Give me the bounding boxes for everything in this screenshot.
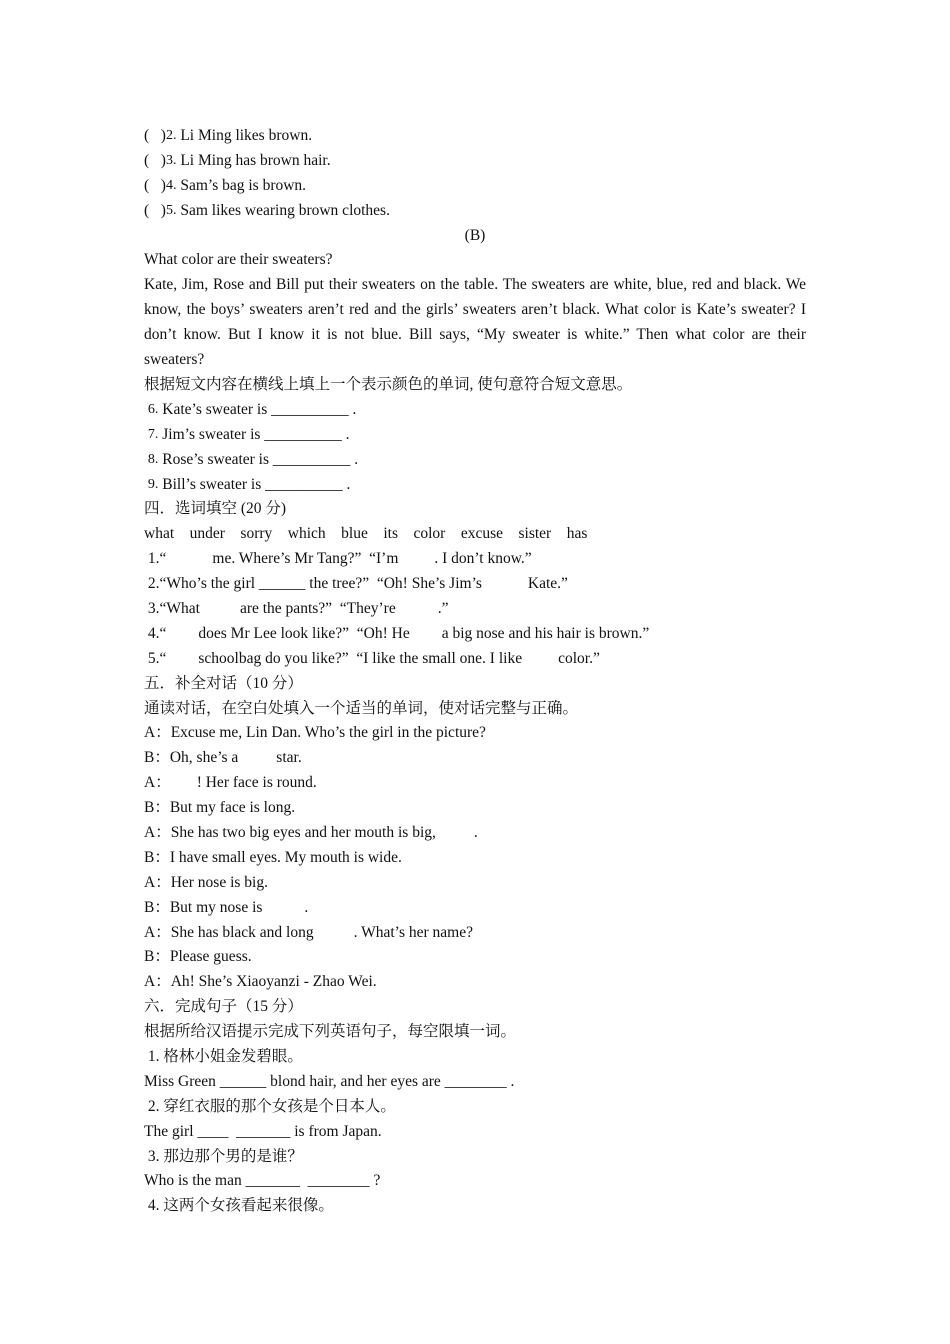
section-instruction: 通读对话，在空白处填入一个适当的单词，使对话完整与正确。 (144, 699, 579, 717)
answer-paren: ( ) (144, 201, 166, 219)
item-text: Kate’s sweater is __________ . (162, 400, 357, 418)
item-text: color.” (558, 649, 600, 667)
item-number: 7. (147, 426, 159, 442)
cloze-item (144, 572, 806, 597)
judge-item (144, 124, 806, 149)
item-text: does Mr Lee look like?” “Oh! He (198, 624, 410, 642)
dialogue-text: ! Her face is round. (196, 774, 317, 792)
prompt-text: 4. 这两个女孩看起来很像。 (147, 1197, 334, 1215)
dialogue-text: A：Excuse me, Lin Dan. Who’s the girl in the picture? (144, 724, 486, 742)
fill-item (144, 398, 806, 423)
item-number: 5. (165, 202, 177, 218)
cloze-item (144, 622, 806, 647)
prompt-text: 3. 那边那个男的是谁？ (147, 1147, 303, 1165)
item-text: schoolbag do you like?” “I like the small one. I like (198, 649, 523, 667)
dialogue-line (144, 771, 806, 796)
dialogue-text: B：I have small eyes. My mouth is wide. (144, 848, 402, 866)
word-bank: what under sorry which blue its color excuse sister has (144, 525, 588, 543)
english-sentence: Miss Green ______ blond hair, and her eyes are ________ . (144, 1072, 515, 1090)
dialogue-text: A： (144, 774, 171, 792)
prompt-text: 2. 穿红衣服的那个女孩是个日本人。 (147, 1097, 396, 1115)
item-text: Rose’s sweater is __________ . (162, 450, 359, 468)
answer-paren: ( ) (144, 176, 166, 194)
item-text: “ (159, 649, 167, 667)
item-number: 3. (165, 152, 177, 168)
chinese-prompt (144, 1045, 806, 1070)
answer-paren: ( ) (144, 151, 166, 169)
dialogue-line (144, 746, 806, 771)
dialogue-text: . (304, 898, 309, 916)
document-content (144, 124, 806, 1219)
section-label: (B) (464, 226, 486, 244)
passage-title: What color are their sweaters? (144, 251, 333, 269)
cloze-item (144, 597, 806, 622)
item-number: 5. (147, 649, 160, 667)
fill-item (144, 473, 806, 498)
dialogue-text: B：But my face is long. (144, 799, 296, 817)
item-text: “ (159, 624, 167, 642)
dialogue-text: A：She has black and long (144, 923, 314, 941)
item-text: Kate.” (527, 575, 568, 593)
dialogue-text: B：But my nose is (144, 898, 263, 916)
item-text: Sam’s bag is brown. (180, 176, 307, 194)
dialogue-text: . What’s her name? (353, 923, 473, 941)
dialogue-text: B：Please guess. (144, 948, 252, 966)
section-heading: 五．补全对话（10 分） (144, 674, 303, 692)
section-instruction: 根据短文内容在横线上填上一个表示颜色的单词, 使句意符合短文意思。 (144, 375, 633, 393)
section-heading: 四．选词填空 (20 分) (144, 500, 287, 518)
dialogue-line (144, 821, 806, 846)
english-sentence: The girl ____ _______ is from Japan. (144, 1122, 382, 1140)
item-text: “What (159, 599, 200, 617)
section-heading: 六．完成句子（15 分） (144, 998, 303, 1016)
item-text: are the pants?” “They’re (239, 599, 396, 617)
fill-item (144, 448, 806, 473)
fill-item (144, 423, 806, 448)
item-number: 9. (147, 476, 159, 492)
dialogue-line (144, 721, 806, 746)
dialogue-text: B：Oh, she’s a (144, 749, 239, 767)
item-text: Li Ming has brown hair. (180, 151, 331, 169)
dialogue-text: . (473, 824, 478, 841)
prompt-text: 1. 格林小姐金发碧眼。 (147, 1048, 303, 1066)
cloze-item (144, 647, 806, 672)
dialogue-text: A：Ah! She’s Xiaoyanzi - Zhao Wei. (144, 973, 377, 991)
dialogue-line (144, 896, 806, 921)
item-text: a big nose and his hair is brown.” (441, 624, 650, 642)
dialogue-line (144, 846, 806, 871)
item-number: 1. (147, 550, 160, 568)
judge-item (144, 199, 806, 224)
item-text: me. Where’s Mr Tang?” “I’m (212, 550, 399, 568)
item-number: 6. (147, 401, 159, 417)
dialogue-line (144, 970, 806, 995)
dialogue-line (144, 921, 806, 946)
cloze-item (144, 547, 806, 572)
section-instruction: 根据所给汉语提示完成下列英语句子，每空限填一词。 (144, 1023, 517, 1041)
item-number: 4. (165, 177, 177, 193)
answer-paren: ( ) (144, 127, 166, 144)
item-number: 4. (147, 624, 160, 642)
dialogue-line (144, 945, 806, 970)
item-text: .” (437, 599, 449, 617)
chinese-prompt (144, 1194, 806, 1219)
item-text: Li Ming likes brown. (180, 127, 313, 144)
item-text: . I don’t know.” (434, 550, 532, 568)
dialogue-line (144, 871, 806, 896)
item-text: Sam likes wearing brown clothes. (180, 201, 390, 219)
judge-item (144, 174, 806, 199)
dialogue-text: A：She has two big eyes and her mouth is big, (144, 824, 436, 841)
item-number: 2. (165, 128, 177, 143)
judge-item (144, 149, 806, 174)
english-sentence: Who is the man _______ ________ ? (144, 1172, 381, 1190)
item-number: 2. (147, 575, 160, 593)
reading-passage: Kate, Jim, Rose and Bill put their sweaters on the table. The sweaters are white, blue, red and black. We know, the boys’ sweaters aren’t red and the girls’ sweaters aren’t black. What color is Kate’s sweater? I don’t know. But I know it is not blue. Bill says, “My sweater is white.” Then what color are their sweaters? (144, 276, 806, 369)
item-text: Jim’s sweater is __________ . (162, 425, 350, 443)
dialogue-text: A：Her nose is big. (144, 873, 268, 891)
item-number: 3. (147, 599, 160, 617)
item-number: 8. (147, 451, 159, 467)
item-text: “ (159, 550, 167, 568)
item-text: Bill’s sweater is __________ . (162, 475, 351, 493)
chinese-prompt (144, 1095, 806, 1120)
dialogue-line (144, 796, 806, 821)
item-text: “Who’s the girl ______ the tree?” “Oh! She’s Jim’s (159, 575, 482, 593)
dialogue-text: star. (276, 749, 302, 767)
chinese-prompt (144, 1145, 806, 1170)
